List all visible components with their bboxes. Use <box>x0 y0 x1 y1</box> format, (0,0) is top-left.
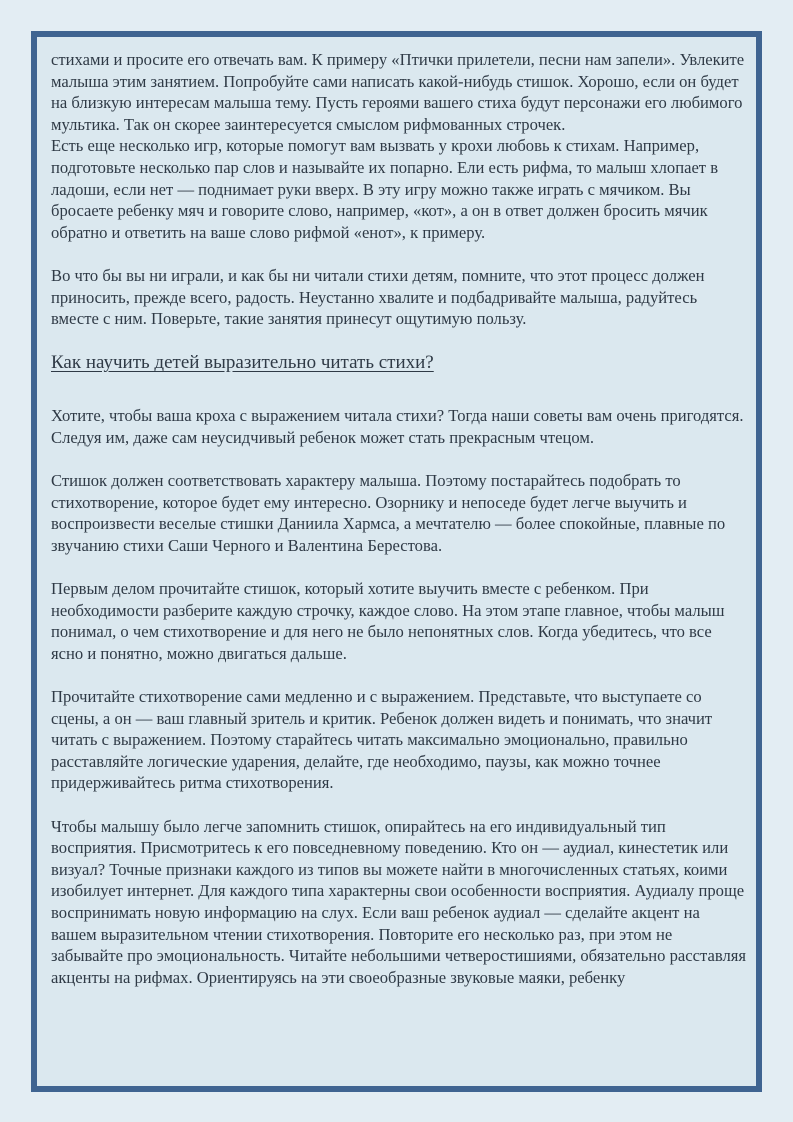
page-frame <box>31 31 762 1092</box>
paragraph-read-first: Первым делом прочитайте стишок, который хотите выучить вместе с ребенком. При необходимости разберите каждую строчку, каждое слово. На этом этапе главное, чтобы малыш понимал, о чем стихотворение и для него не было непонятных слов. Когда убедитесь, что все ясно и понятно, можно двигаться дальше. <box>51 579 725 663</box>
paragraph-expression: Прочитайте стихотворение сами медленно и с выражением. Представьте, что выступаете со сцены, а он — ваш главный зритель и критик. Ребенок должен видеть и понимать, что значит читать с выражением. Поэтому старайтесь читать максимально эмоционально, правильно расставляйте логические ударения, делайте, где необходимо, паузы, как можно точнее придерживайтесь ритма стихотворения. <box>51 687 713 793</box>
paragraph-perception: Чтобы малышу было легче запомнить стишок, опирайтесь на его индивидуальный тип восприятия. Присмотритесь к его повседневному поведению. Кто он — аудиал, кинестетик или визуал? Точные признаки каждого из типов вы можете найти в многочисленных статьях, коими изобилует интернет. Для каждого типа характерны свои особенности восприятия. Аудиалу проще воспринимать новую информацию на слух. Если ваш ребенок аудиал — сделайте акцент на вашем выразительном чтении стихотворения. Повторите его несколько раз, при этом не забывайте про эмоциональность. Читайте небольшими четверостишиями, обязательно расставляя акценты на рифмах. Ориентируясь на эти своеобразные звуковые маяки, ребенку <box>51 816 746 987</box>
paragraph-rhymes-intro: стихами и просите его отвечать вам. К примеру «Птички прилетели, песни нам запели». Увлеките малыша этим занятием. Попробуйте сами написать какой-нибудь стишок. Хорошо, если он будет на близкую интересам малыша тему. Пусть героями вашего стиха будут персонажи его любимого мультика. Так он скорее заинтересуется смыслом рифмованных строчек. <box>51 50 745 134</box>
paragraph-character: Стишок должен соответствовать характеру малыша. Поэтому постарайтесь подобрать то стихотворение, которое будет ему интересно. Озорнику и непоседе будет легче выучить и воспроизвести веселые стишки Даниила Хармса, а мечтателю — более спокойные, плавные по звучанию стихи Саши Черного и Валентина Берестова. <box>51 471 726 555</box>
paragraph-rhyme-games: Есть еще несколько игр, которые помогут вам вызвать у крохи любовь к стихам. Например, подготовьте несколько пар слов и называйте их попарно. Ели есть рифма, то малыш хлопает в ладоши, если нет — поднимает руки вверх. В эту игру можно также играть с мячиком. Вы бросаете ребенку мяч и говорите слово, например, «кот», а он в ответ должен бросить мячик обратно и ответить на ваше слово рифмой «енот», к примеру. <box>51 136 719 242</box>
paragraph-joy: Во что бы вы ни играли, и как бы ни читали стихи детям, помните, что этот процесс должен приносить, прежде всего, радость. Неустанно хвалите и подбадривайте малыша, радуйтесь вместе с ним. Поверьте, такие занятия принесут ощутимую пользу. <box>51 265 705 329</box>
document-body <box>51 49 747 1010</box>
section-heading: Как научить детей выразительно читать стихи? <box>51 352 434 374</box>
paragraph-advice-intro: Хотите, чтобы ваша кроха с выражением читала стихи? Тогда наши советы вам очень пригодятся. Следуя им, даже сам неусидчивый ребенок может стать прекрасным чтецом. <box>51 406 744 447</box>
